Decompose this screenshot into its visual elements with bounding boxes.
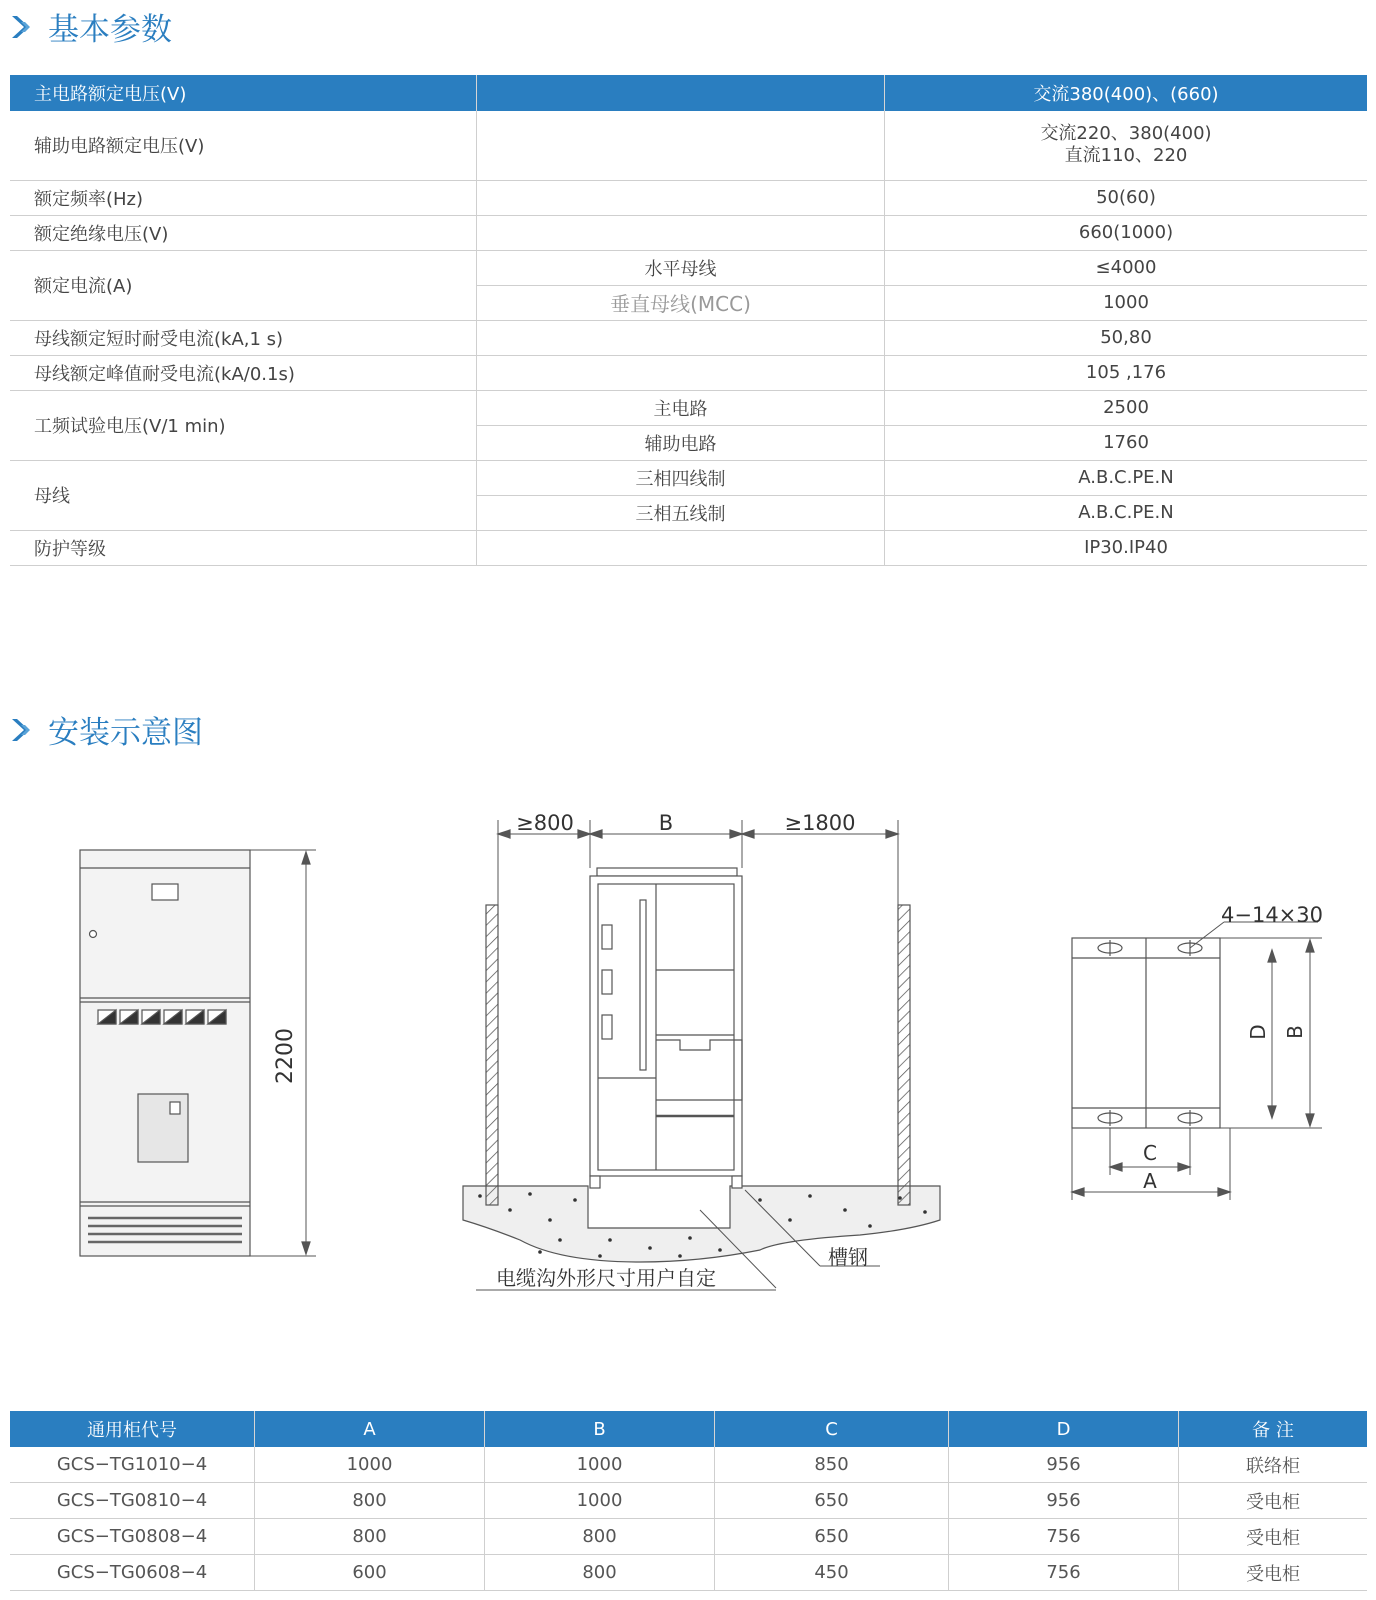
row-sub: 三相五线制 <box>477 495 885 530</box>
dim-width-b: B <box>658 811 674 835</box>
section-title-text: 基本参数 <box>48 12 172 48</box>
row-value <box>885 111 1368 180</box>
header-value: 交流380(400)、(660) <box>885 75 1368 111</box>
cell: 956 <box>949 1483 1179 1519</box>
col-header: A <box>255 1411 485 1447</box>
table-row <box>10 460 1367 495</box>
installation-diagram <box>0 800 1376 1320</box>
row-sub <box>477 180 885 215</box>
row-value: A.B.C.PE.N <box>885 495 1368 530</box>
cell: 756 <box>949 1519 1179 1555</box>
row-value-line1: 交流220、380(400) <box>1040 123 1212 145</box>
dim-c: C <box>1143 1141 1157 1165</box>
row-value: 1760 <box>885 425 1368 460</box>
cell: 800 <box>485 1555 715 1591</box>
cell: GCS−TG0608−4 <box>10 1555 255 1591</box>
models-table <box>10 1411 1367 1591</box>
dim-clear-right: ≥1800 <box>784 811 856 835</box>
row-value: 1000 <box>885 285 1368 320</box>
row-label: 额定绝缘电压(V) <box>10 215 477 250</box>
row-sub: 辅助电路 <box>477 425 885 460</box>
params-table <box>10 75 1367 566</box>
row-label: 额定电流(A) <box>10 250 477 320</box>
row-value: 105 ,176 <box>885 355 1368 390</box>
row-label: 辅助电路额定电压(V) <box>10 111 477 180</box>
row-label: 母线额定短时耐受电流(kA,1 s) <box>10 320 477 355</box>
cell: GCS−TG0808−4 <box>10 1519 255 1555</box>
dim-clear-left: ≥800 <box>516 811 574 835</box>
trench-label: 电缆沟外形尺寸用户自定 <box>496 1266 716 1290</box>
table-row <box>10 215 1367 250</box>
table-row <box>10 1447 1367 1483</box>
models-header-row <box>10 1411 1367 1447</box>
row-sub: 三相四线制 <box>477 460 885 495</box>
section-title-installation <box>10 707 203 752</box>
cell: 600 <box>255 1555 485 1591</box>
row-value: 50(60) <box>885 180 1368 215</box>
row-sub <box>477 530 885 565</box>
table-row <box>10 355 1367 390</box>
cell: 联络柜 <box>1179 1447 1368 1483</box>
chevron-right-icon <box>10 716 38 744</box>
row-label: 母线额定峰值耐受电流(kA/0.1s) <box>10 355 477 390</box>
section-title-text: 安装示意图 <box>48 715 203 751</box>
table-row <box>10 180 1367 215</box>
cell: 1000 <box>255 1447 485 1483</box>
row-label: 工频试验电压(V/1 min) <box>10 390 477 460</box>
cell: 650 <box>715 1519 949 1555</box>
row-sub <box>477 320 885 355</box>
header-sub <box>477 75 885 111</box>
dim-front-height: 2200 <box>273 1028 298 1084</box>
cell: 受电柜 <box>1179 1519 1368 1555</box>
table-row <box>10 1519 1367 1555</box>
cell: 800 <box>255 1483 485 1519</box>
cell: 756 <box>949 1555 1179 1591</box>
row-sub <box>477 111 885 180</box>
cabinet-side-view <box>463 820 940 1290</box>
row-sub: 垂直母线(MCC) <box>477 285 885 320</box>
holes-label: 4−14×30 <box>1221 903 1323 927</box>
table-row <box>10 390 1367 425</box>
cell: 1000 <box>485 1447 715 1483</box>
row-sub: 水平母线 <box>477 250 885 285</box>
chevron-right-icon <box>10 13 38 41</box>
col-header: C <box>715 1411 949 1447</box>
dim-d: D <box>1246 1024 1270 1040</box>
col-header: B <box>485 1411 715 1447</box>
table-row <box>10 111 1367 180</box>
row-value: IP30.IP40 <box>885 530 1368 565</box>
cell: 800 <box>255 1519 485 1555</box>
header-label: 主电路额定电压(V) <box>10 75 477 111</box>
table-row <box>10 1555 1367 1591</box>
table-row <box>10 1483 1367 1519</box>
cell: 800 <box>485 1519 715 1555</box>
base-plan-view <box>1072 922 1322 1200</box>
col-header: 备 注 <box>1179 1411 1368 1447</box>
dim-a: A <box>1143 1169 1157 1193</box>
cell: 受电柜 <box>1179 1555 1368 1591</box>
channel-label: 槽钢 <box>828 1245 868 1269</box>
row-label: 母线 <box>10 460 477 530</box>
table-row <box>10 530 1367 565</box>
row-label: 额定频率(Hz) <box>10 180 477 215</box>
cell: 850 <box>715 1447 949 1483</box>
row-sub: 主电路 <box>477 390 885 425</box>
dim-b-depth: B <box>1283 1025 1307 1039</box>
row-value-line2: 直流110、220 <box>1064 145 1188 167</box>
col-header: 通用柜代号 <box>10 1411 255 1447</box>
cell: 956 <box>949 1447 1179 1483</box>
row-sub <box>477 215 885 250</box>
row-value: ≤4000 <box>885 250 1368 285</box>
row-value: A.B.C.PE.N <box>885 460 1368 495</box>
cell: 1000 <box>485 1483 715 1519</box>
row-label: 防护等级 <box>10 530 477 565</box>
row-sub <box>477 355 885 390</box>
cell: GCS−TG0810−4 <box>10 1483 255 1519</box>
cell: 受电柜 <box>1179 1483 1368 1519</box>
table-row <box>10 320 1367 355</box>
row-value: 50,80 <box>885 320 1368 355</box>
row-value: 2500 <box>885 390 1368 425</box>
table-row <box>10 250 1367 285</box>
cell: GCS−TG1010−4 <box>10 1447 255 1483</box>
params-header-row <box>10 75 1367 111</box>
col-header: D <box>949 1411 1179 1447</box>
cell: 650 <box>715 1483 949 1519</box>
cell: 450 <box>715 1555 949 1591</box>
row-value: 660(1000) <box>885 215 1368 250</box>
section-title-basic-params <box>10 4 172 49</box>
